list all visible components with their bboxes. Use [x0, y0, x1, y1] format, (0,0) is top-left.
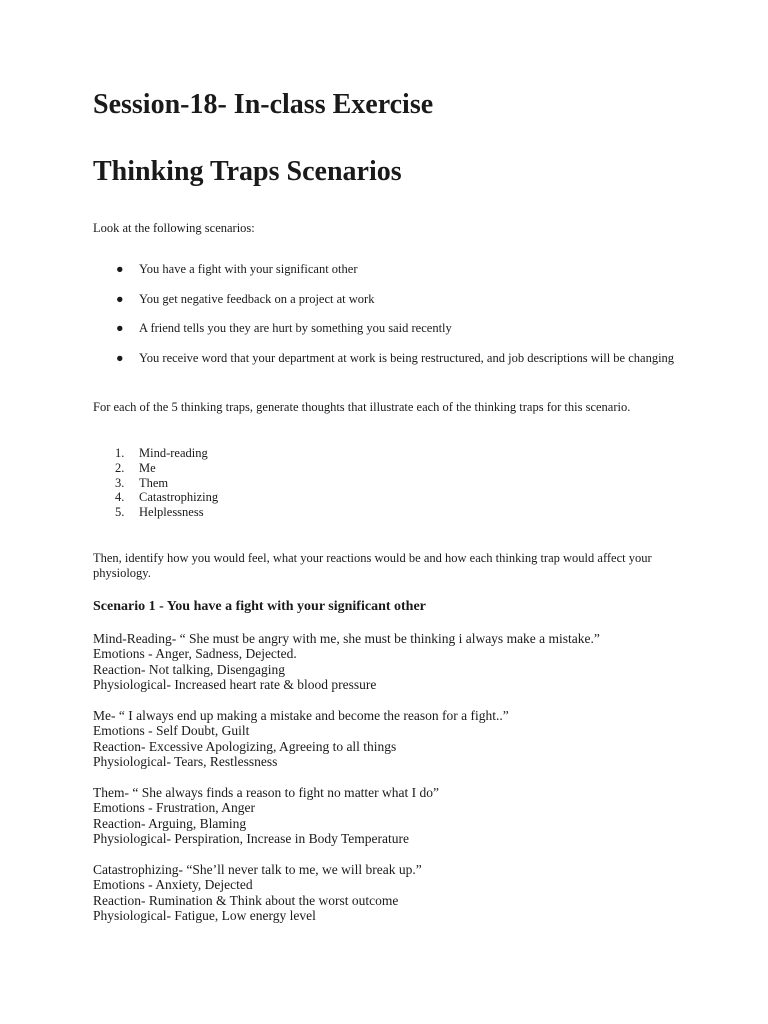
thought-line: Mind-Reading- “ She must be angry with me, she must be thinking i always make a mistake.”	[93, 631, 600, 646]
reaction-line: Reaction- Not talking, Disengaging	[93, 661, 285, 677]
scenario-text: You get negative feedback on a project at work	[139, 291, 375, 306]
item-number: 2.	[115, 460, 125, 475]
list-item	[93, 490, 218, 505]
physiological-line: Physiological- Perspiration, Increase in Body Temperature	[93, 831, 409, 847]
list-item	[93, 348, 683, 368]
list-item	[93, 289, 683, 309]
list-item	[93, 505, 218, 520]
reaction-line: Reaction- Excessive Apologizing, Agreeing to all things	[93, 738, 397, 754]
exercise-title: Thinking Traps Scenarios	[93, 156, 402, 187]
bullet-icon: ●	[116, 350, 124, 365]
answer-block-me	[93, 708, 509, 770]
bullet-icon: ●	[116, 321, 124, 335]
emotions-line: Emotions - Anxiety, Dejected	[93, 877, 253, 893]
list-item	[93, 318, 683, 338]
scenario-list	[93, 259, 683, 377]
trap-label: Me	[139, 460, 156, 475]
trap-label: Helplessness	[139, 505, 204, 520]
answer-block-mind-reading	[93, 631, 600, 693]
trap-label: Them	[139, 475, 169, 490]
trap-label: Mind-reading	[139, 446, 208, 460]
list-item	[93, 476, 218, 491]
scenario-text: You receive word that your department at work is being restructured, and job descriptions will be changing	[139, 350, 675, 365]
thought-line: Me- “ I always end up making a mistake and become the reason for a fight..”	[93, 708, 509, 723]
physiological-line: Physiological- Increased heart rate & blood pressure	[93, 677, 377, 693]
bullet-icon: ●	[116, 291, 124, 306]
scenario-text: You have a fight with your significant other	[139, 262, 358, 276]
trap-label: Catastrophizing	[139, 490, 219, 505]
answer-block-catastrophizing	[93, 862, 422, 924]
physiological-line: Physiological- Fatigue, Low energy level	[93, 908, 316, 924]
emotions-line: Emotions - Frustration, Anger	[93, 800, 255, 816]
emotions-line: Emotions - Anger, Sadness, Dejected.	[93, 646, 297, 662]
thought-line: Them- “ She always finds a reason to fight no matter what I do”	[93, 785, 440, 800]
followup-instruction: Then, identify how you would feel, what your reactions would be and how each thinking trap would affect your physiology.	[93, 551, 652, 580]
bullet-icon: ●	[116, 262, 124, 276]
intro-text: Look at the following scenarios:	[93, 221, 255, 235]
scenario-text: A friend tells you they are hurt by something you said recently	[139, 321, 452, 335]
answer-block-them	[93, 785, 439, 847]
emotions-line: Emotions - Self Doubt, Guilt	[93, 723, 250, 739]
list-item	[93, 259, 683, 279]
instruction-text: For each of the 5 thinking traps, generate thoughts that illustrate each of the thinking traps for this scenario.	[93, 400, 631, 414]
item-number: 4.	[115, 490, 125, 505]
reaction-line: Reaction- Rumination & Think about the worst outcome	[93, 892, 399, 908]
item-number: 5.	[115, 505, 125, 520]
session-title: Session-18- In-class Exercise	[93, 89, 434, 120]
list-item	[93, 461, 218, 476]
item-number: 3.	[115, 475, 125, 490]
thinking-traps-list	[93, 446, 218, 520]
reaction-line: Reaction- Arguing, Blaming	[93, 815, 247, 831]
list-item	[93, 446, 218, 461]
scenario-heading: Scenario 1 - You have a fight with your significant other	[93, 599, 426, 614]
thought-line: Catastrophizing- “She’ll never talk to me, we will break up.”	[93, 862, 422, 877]
item-number: 1.	[115, 446, 125, 460]
physiological-line: Physiological- Tears, Restlessness	[93, 754, 278, 770]
